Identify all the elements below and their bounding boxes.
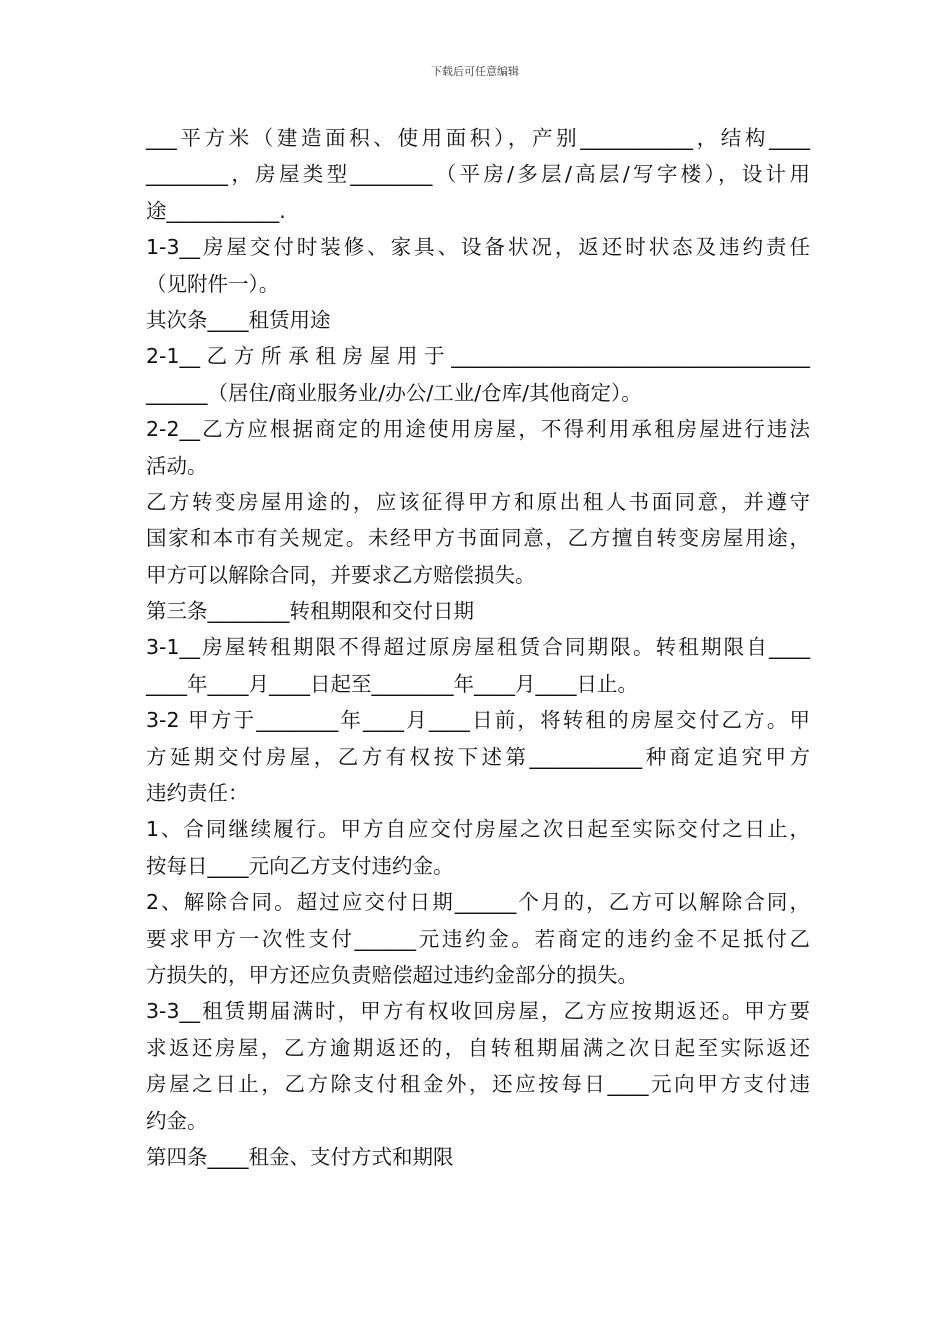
document-line: 1、合同继续履行。甲方自应交付房屋之次日起至实际交付之日止， bbox=[146, 817, 810, 842]
document-line: ________，房屋类型________（平房/多层/高层/写字楼），设计用 bbox=[146, 162, 810, 187]
document-line: 方延期交付房屋，乙方有权按下述第___________种商定追究甲方 bbox=[146, 744, 810, 769]
document-line: ____年____月____日起至________年____月____日止。 bbox=[146, 671, 638, 696]
document-body bbox=[146, 120, 810, 1175]
document-line: ___平方米（建造面积、使用面积），产别___________，结构____ bbox=[146, 126, 810, 150]
document-line: ______（居住/商业服务业/办公/工业/仓库/其他商定）。 bbox=[146, 380, 642, 405]
document-line: 违约责任： bbox=[146, 781, 249, 806]
document-line: 第四条____租金、支付方式和期限 bbox=[146, 1144, 454, 1169]
page-header: 下载后可任意编辑 bbox=[431, 65, 519, 78]
document-line: 约金。 bbox=[146, 1108, 208, 1133]
document-line: 方损失的，甲方还应负责赔偿超过违约金部分的损失。 bbox=[146, 962, 638, 987]
document-line: 国家和本市有关规定。未经甲方书面同意，乙方擅自转变房屋用途， bbox=[146, 526, 810, 551]
document-line: 甲方可以解除合同，并要求乙方赔偿损失。 bbox=[146, 562, 536, 587]
document-line: 要求甲方一次性支付______元违约金。若商定的违约金不足抵付乙 bbox=[146, 926, 810, 951]
document-line: 乙方转变房屋用途的，应该征得甲方和原出租人书面同意，并遵守 bbox=[146, 489, 810, 514]
document-line: 2-1__乙方所承租房屋用于___________________________________ bbox=[146, 344, 810, 369]
document-line: 活动。 bbox=[146, 453, 208, 478]
document-line: 第三条________转租期限和交付日期 bbox=[146, 599, 474, 624]
document-line: 房屋之日止，乙方除支付租金外，还应按每日____元向甲方支付违 bbox=[146, 1072, 810, 1097]
document-line: 3-3__租赁期届满时，甲方有权收回房屋，乙方应按期返还。甲方要 bbox=[146, 999, 810, 1024]
document-line: （见附件一）。 bbox=[146, 271, 280, 296]
document-line: 2-2__乙方应根据商定的用途使用房屋，不得利用承租房屋进行违法 bbox=[146, 417, 810, 442]
document-line: 其次条____租赁用途 bbox=[146, 307, 331, 332]
document-line: 1-3__房屋交付时装修、家具、设备状况，返还时状态及违约责任 bbox=[146, 235, 810, 260]
document-line: 2、解除合同。超过应交付日期______个月的，乙方可以解除合同， bbox=[146, 890, 810, 915]
document-line: 按每日____元向乙方支付违约金。 bbox=[146, 853, 454, 878]
document-line: 3-2 甲方于________年____月____日前，将转租的房屋交付乙方。甲 bbox=[146, 708, 810, 733]
document-line: 求返还房屋，乙方逾期返还的，自转租期届满之次日起至实际返还 bbox=[146, 1035, 810, 1060]
document-line: 3-1__房屋转租期限不得超过原房屋租赁合同期限。转租期限自____ bbox=[146, 635, 810, 660]
document-line: 途___________. bbox=[146, 198, 286, 223]
